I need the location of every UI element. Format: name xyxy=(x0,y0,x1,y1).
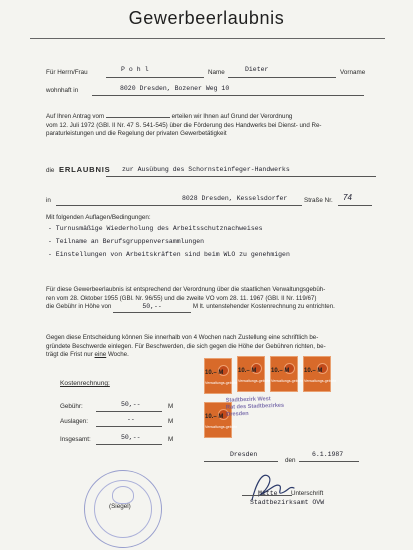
intro-paragraph xyxy=(46,113,376,139)
street-label: Straße Nr. xyxy=(304,197,333,204)
cost-label: Auslagen: xyxy=(60,418,89,425)
condition-item: - Einstellungen von Arbeitskräften sind beim WLO zu genehmigen xyxy=(48,251,290,258)
stamp-overprint: Stadtbezirk West Rat des Stadtbezirkes Dresden xyxy=(225,396,285,418)
location-value: 8028 Dresden, Kesselsdorfer xyxy=(182,195,288,202)
revenue-stamp: 10.– M Verwaltungs-gebühr xyxy=(204,358,232,394)
cost-value-line xyxy=(96,444,162,445)
firstname-line xyxy=(228,77,336,78)
appeal-line-2: gründete Beschwerde einlegen. Für Beschwerden, die sich gegen die Höhe der Gebühren richten, be- xyxy=(46,342,326,350)
fee-amount-value: 50,-- xyxy=(142,303,162,311)
intro-line-2: vom 12. Juli 1972 (GBl. II Nr. 47 S. 541-545) über die Förderung des Handwerks bei Dienst- und Re- xyxy=(46,121,322,129)
location-line xyxy=(56,205,302,206)
firstname-value: Dieter xyxy=(245,66,269,73)
fee-line-3a: die Gebühr in Höhe von xyxy=(46,303,112,311)
date-value: 6.1.1987 xyxy=(312,451,344,458)
condition-item: - Turnusmäßige Wiederholung des Arbeitsschutznachweises xyxy=(48,225,263,232)
fee-paragraph xyxy=(46,286,376,313)
cost-unit: M xyxy=(168,403,174,410)
fee-line-2: ren vom 28. Oktober 1955 (GBl. Nr. 96/55) und die zweite VO vom 28. 11. 1967 (GBl. II Nr. 119/67) xyxy=(46,294,317,302)
signer-label: Unterschrift xyxy=(291,490,324,497)
cost-value: 50,-- xyxy=(121,434,141,441)
cost-value: -- xyxy=(127,416,135,423)
name-prefix-label: Für Herrn/Frau xyxy=(46,69,88,76)
revenue-stamp: 10.– M Verwaltungs-gebühr xyxy=(270,356,298,392)
cost-value-line xyxy=(96,411,162,412)
conditions-title: Mit folgenden Auflagen/Bedingungen: xyxy=(46,214,151,221)
cost-value: 50,-- xyxy=(121,401,141,408)
residence-label: wohnhaft in xyxy=(46,87,79,94)
cost-title: Kostenrechnung: xyxy=(60,380,110,387)
appeal-line-3a: trägt die Frist nur xyxy=(46,351,93,359)
erlaubnis-prefix: die xyxy=(46,167,55,174)
cost-unit: M xyxy=(168,418,174,425)
intro-date-blank xyxy=(106,117,170,118)
residence-line xyxy=(92,95,364,96)
location-prefix: in xyxy=(46,197,51,204)
surname-label: Name xyxy=(208,69,225,76)
residence-value: 8020 Dresden, Bozener Weg 10 xyxy=(120,85,230,92)
intro-line-3: paraturleistungen und die Regelung der privaten Gewerbetätigkeit xyxy=(46,130,227,138)
seal-label: (Siegel) xyxy=(109,503,131,510)
cost-label: Insgesamt: xyxy=(60,436,91,443)
erlaubnis-text: zur Ausübung des Schornsteinfeger-Handwerks xyxy=(122,166,290,173)
firstname-label: Vorname xyxy=(340,69,366,76)
appeal-line-3b: Woche. xyxy=(107,351,129,359)
revenue-stamp: 10.– M Verwaltungs-gebühr xyxy=(237,356,265,392)
revenue-stamp: 10.– M Verwaltungs-gebühr xyxy=(303,356,331,392)
date-line xyxy=(299,461,359,462)
fee-line-1: Für diese Gewerbeerlaubnis ist entsprechend der Verordnung über die staatlichen Verwaltungsgebüh- xyxy=(46,286,326,293)
fee-amount-field xyxy=(113,303,191,313)
surname-value: Pohl xyxy=(121,66,153,73)
street-no-value: 74 xyxy=(343,193,352,202)
revenue-stamp: 10.– M Verwaltungs-gebühr xyxy=(204,402,232,438)
seal-emblem-icon xyxy=(112,486,134,504)
authority-value: Mitte xyxy=(258,490,278,497)
cost-label: Gebühr: xyxy=(60,403,83,410)
condition-item: - Teilname an Berufsgruppenversammlungen xyxy=(48,238,205,245)
title-rule xyxy=(30,38,385,39)
erlaubnis-word: ERLAUBNIS xyxy=(59,165,111,174)
cost-unit: M xyxy=(168,436,174,443)
erlaubnis-line xyxy=(106,176,376,177)
appeal-line-3-emph: eine xyxy=(94,351,107,359)
intro-part-1: Auf Ihren Antrag vom xyxy=(46,113,105,120)
place-line xyxy=(204,461,278,462)
surname-line xyxy=(106,77,204,78)
cost-value-line xyxy=(96,426,162,427)
fee-line-3b: M lt. untenstehender Kostenrechnung zu entrichten. xyxy=(192,303,335,311)
date-word: den xyxy=(285,457,296,464)
page-title: Gewerbeerlaubnis xyxy=(128,8,285,28)
street-no-line xyxy=(338,205,372,206)
intro-part-2: erteilen wir Ihnen auf Grund der Verordnung xyxy=(171,113,293,120)
authority-value-2: Stadtbezirksamt OVW xyxy=(250,499,325,506)
place-value: Dresden xyxy=(230,451,258,458)
appeal-line-1: Gegen diese Entscheidung können Sie innerhalb von 4 Wochen nach Zustellung eine schriftlich be- xyxy=(46,334,319,341)
